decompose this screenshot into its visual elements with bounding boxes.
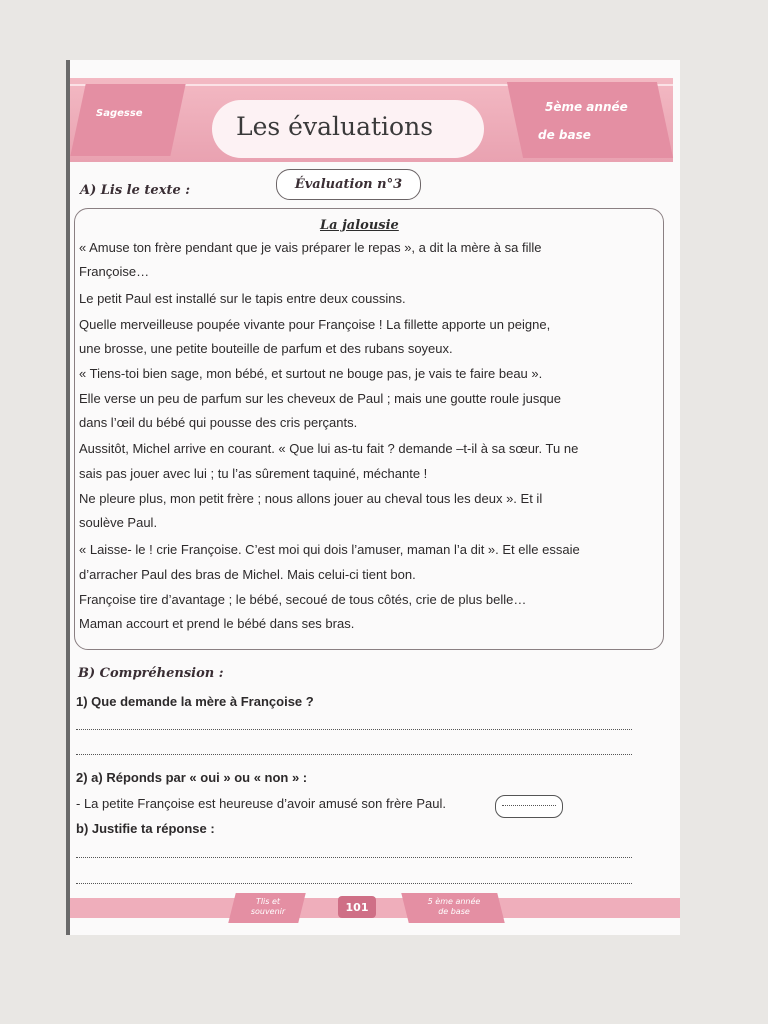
story-line: une brosse, une petite bouteille de parfum et des rubans soyeux. <box>79 341 453 356</box>
question-2b: b) Justifie ta réponse : <box>76 821 215 836</box>
footer-left-line2: souvenir <box>250 907 286 916</box>
question-1: 1) Que demande la mère à Françoise ? <box>76 694 314 709</box>
story-line: « Laisse- le ! crie Françoise. C’est moi qui dois l’amuser, maman l’a dit ». Et elle essaie <box>79 542 580 557</box>
footer-right-label <box>412 897 496 917</box>
header-right-ribbon <box>507 82 673 158</box>
header-grade-line1: 5ème année <box>545 100 628 114</box>
header-grade-line2: de base <box>538 128 591 142</box>
page-number: 101 <box>338 896 376 918</box>
story-line: soulève Paul. <box>79 515 158 530</box>
answer-line-4[interactable] <box>76 883 632 884</box>
footer-right-line2: de base <box>438 907 470 916</box>
footer-right-line1: 5 ème année <box>427 897 481 906</box>
evaluation-badge: Évaluation n°3 <box>276 169 421 200</box>
story-line: d’arracher Paul des bras de Michel. Mais celui-ci tient bon. <box>79 567 416 582</box>
story-line: Elle verse un peu de parfum sur les cheveux de Paul ; mais une goutte roule jusque <box>79 391 562 406</box>
story-line: « Tiens-toi bien sage, mon bébé, et surtout ne bouge pas, je vais te faire beau ». <box>79 366 543 381</box>
story-line: Le petit Paul est installé sur le tapis entre deux coussins. <box>79 291 406 306</box>
oui-non-answer-box[interactable] <box>495 795 563 818</box>
story-line: sais pas jouer avec lui ; tu l’as sûrement taquiné, méchante ! <box>79 466 428 481</box>
section-a-heading: A) Lis le texte : <box>80 183 191 198</box>
story-title: La jalousie <box>320 218 399 233</box>
story-line: Aussitôt, Michel arrive en courant. « Que lui as-tu fait ? demande –t-il à sa sœur. Tu ne <box>79 441 579 456</box>
story-line: Quelle merveilleuse poupée vivante pour Françoise ! La fillette apporte un peigne, <box>79 317 551 332</box>
header-left-label: Sagesse <box>96 108 143 119</box>
answer-line-3[interactable] <box>76 857 632 858</box>
page-title: Les évaluations <box>236 112 434 141</box>
header-left-ribbon <box>70 84 185 156</box>
section-b-heading: B) Compréhension : <box>78 666 224 681</box>
story-line: Françoise… <box>79 264 150 279</box>
story-line: Maman accourt et prend le bébé dans ses bras. <box>79 616 355 631</box>
footer-left-line1: Tlis et <box>255 897 281 906</box>
footer-left-label <box>240 897 296 917</box>
story-line: « Amuse ton frère pendant que je vais préparer le repas », a dit la mère à sa fille <box>79 240 542 255</box>
statement-text: - La petite Françoise est heureuse d’avoir amusé son frère Paul. <box>76 796 446 811</box>
story-line: Ne pleure plus, mon petit frère ; nous allons jouer au cheval tous les deux ». Et il <box>79 491 543 506</box>
story-line: Françoise tire d’avantage ; le bébé, secoué de tous côtés, crie de plus belle… <box>79 592 527 607</box>
question-2a: 2) a) Réponds par « oui » ou « non » : <box>76 770 308 785</box>
answer-line-2[interactable] <box>76 754 632 755</box>
answer-line-1[interactable] <box>76 729 632 730</box>
story-line: dans l’œil du bébé qui pousse des cris perçants. <box>79 415 358 430</box>
